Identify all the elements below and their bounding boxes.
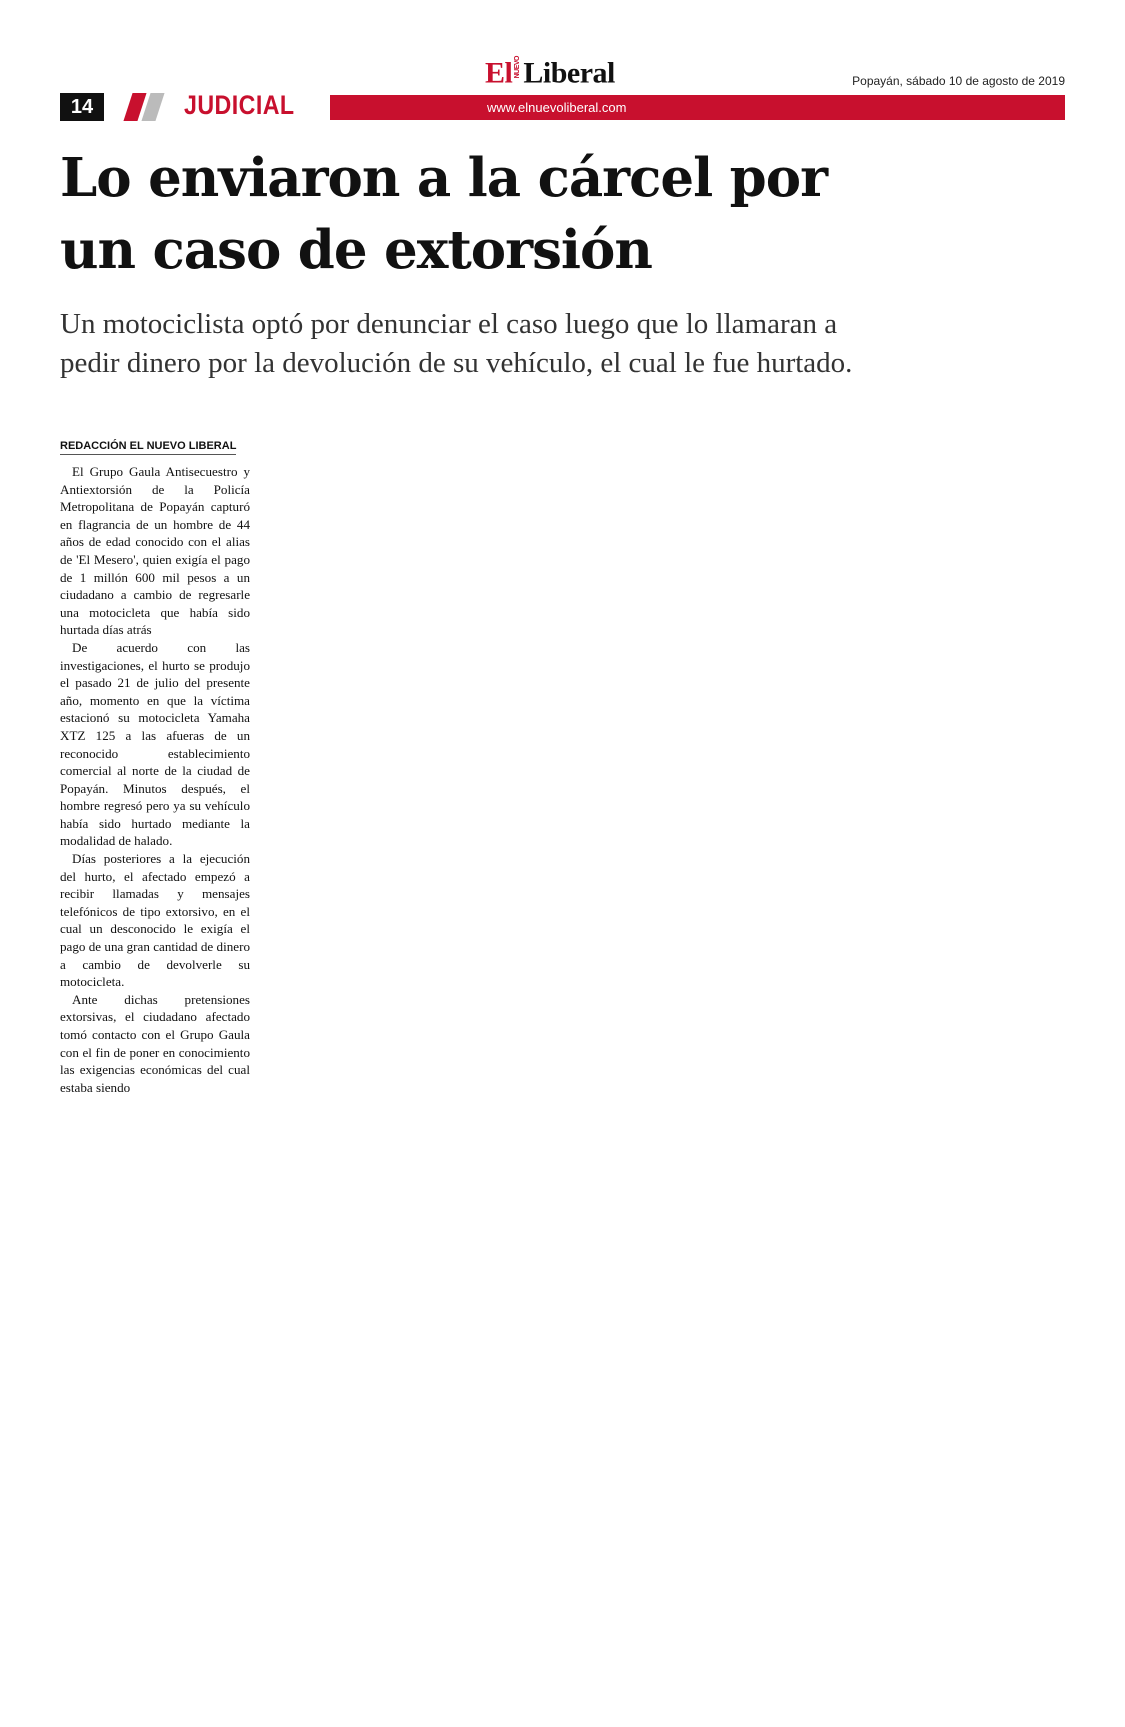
brand-el: El	[485, 56, 513, 90]
page-number: 14	[60, 93, 104, 121]
dateline: Popayán, sábado 10 de agosto de 2019	[852, 74, 1065, 88]
headline: Lo enviaron a la cárcel por un caso de extorsión	[60, 147, 828, 281]
paragraph: De acuerdo con las investigaciones, el hurto se produjo el pasado 21 de julio del presente año, momento en que la víctima estacionó su motocicleta Yamaha XTZ 125 a las afueras de un reconocido establecimiento comercial al norte de la ciudad de Popayán. Minutos después, el hombre regresó pero ya su vehículo había sido hurtado mediante la modalidad de halado.	[60, 639, 250, 849]
header-bar	[330, 95, 1065, 120]
website-link[interactable]: www.elnuevoliberal.com	[487, 100, 627, 115]
paragraph: Días posteriores a la ejecución del hurto, el afectado empezó a recibir llamadas y mensajes telefónicos de tipo extorsivo, en el cual un desconocido le exigía el pago de una gran cantidad de dinero a cambio de devolverle su motocicleta.	[60, 851, 250, 990]
deck: Un motociclista optó por denunciar el caso luego que lo llamaran a pedir dinero por la devolución de su vehículo, el cual le fue hurtado.	[60, 308, 853, 379]
brand-nuevo: NUEVO	[514, 56, 522, 79]
paragraph: El Grupo Gaula Antisecuestro y Antiextorsión de la Policía Metropolitana de Popayán capturó en flagrancia de un hombre de 44 años de edad conocido con el alias de 'El Mesero', quien exigía el pago de 1 millón 600 mil pesos a un ciudadano a cambio de regresarle una motocicleta que había sido hurtada días atrás	[60, 464, 250, 638]
byline: REDACCIÓN EL NUEVO LIBERAL	[60, 440, 236, 455]
paragraph: Ante dichas pretensiones extorsivas, el ciudadano afectado tomó contacto con el Grupo Gaula con el fin de poner en conocimiento las exigencias económicas del cual estaba siendo	[60, 991, 250, 1095]
article-column-1	[60, 463, 250, 1096]
section-title: JUDICIAL	[184, 90, 295, 120]
masthead-logo	[485, 56, 615, 90]
brand-liberal: Liberal	[523, 56, 615, 90]
